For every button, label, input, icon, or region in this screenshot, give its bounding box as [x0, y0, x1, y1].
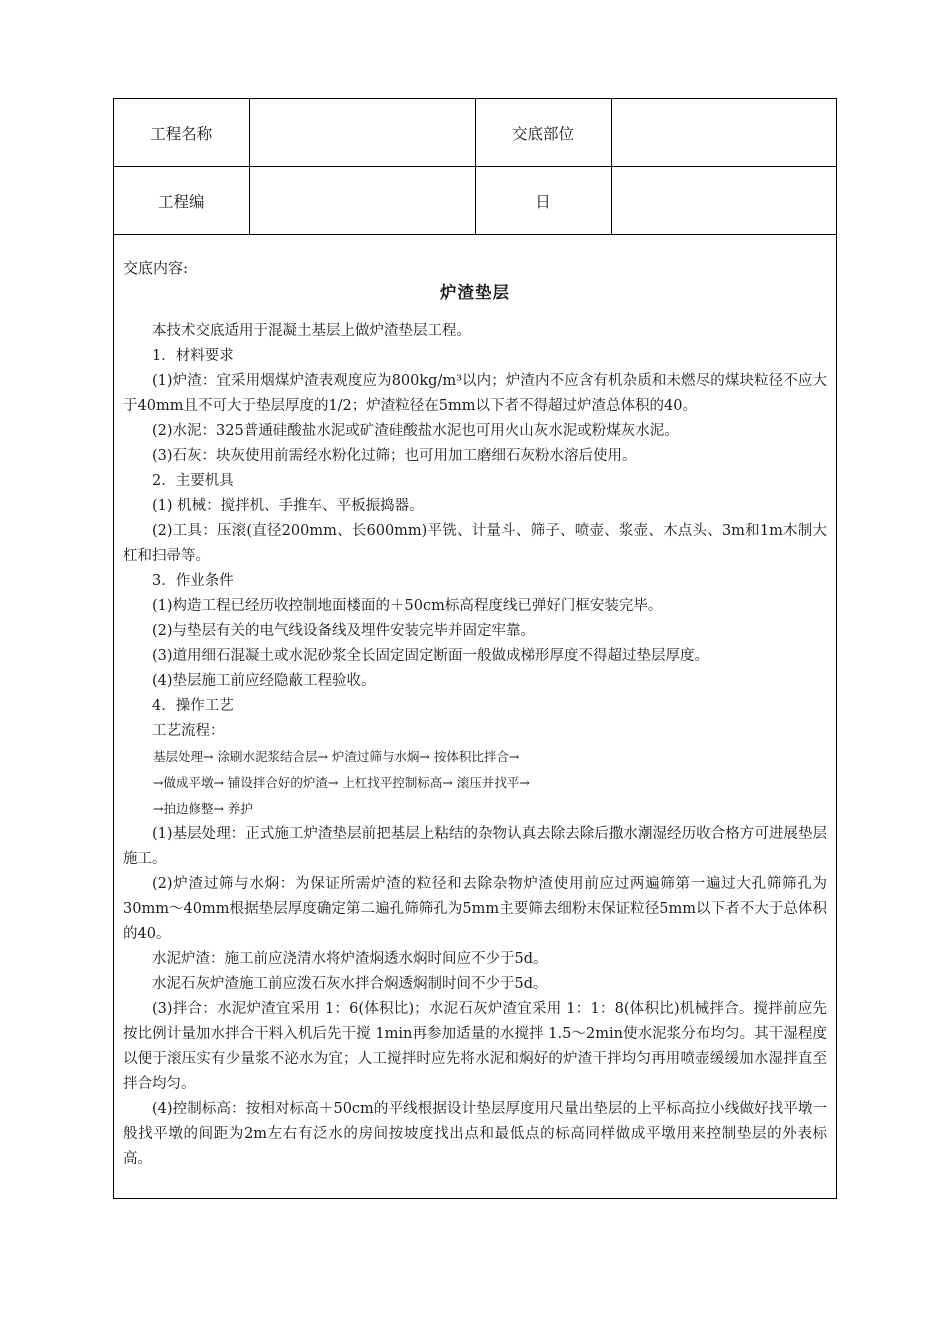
- paragraph: 水泥炉渣：施工前应浇清水将炉渣焖透水焖时间应不少于5d。: [152, 951, 548, 967]
- disclosure-position-label: 交底部位: [475, 99, 611, 167]
- process-flow-line: 基层处理→ 涂刷水泥浆结合层→ 炉渣过筛与水焖→ 按体积比拌合→: [153, 749, 520, 764]
- disclosure-content: [114, 235, 836, 1172]
- process-flow-line: →拍边修整→ 养护: [153, 801, 253, 816]
- project-info-table: [114, 99, 836, 235]
- section-heading: 4．操作工艺: [152, 698, 234, 714]
- paragraph: (3)道用细石混凝土或水泥砂浆全长固定固定断面一般做成梯形厚度不得超过垫层厚度。: [152, 648, 710, 664]
- paragraph: (3)石灰：块灰使用前需经水粉化过筛；也可用加工磨细石灰粉水溶后使用。: [152, 448, 637, 464]
- section-heading: 3．作业条件: [152, 573, 234, 589]
- project-name-value[interactable]: [249, 99, 475, 167]
- section-heading: 1．材料要求: [152, 348, 234, 364]
- paragraph: 本技术交底适用于混凝土基层上做炉渣垫层工程。: [152, 323, 471, 339]
- project-info-row: [114, 99, 836, 167]
- document-title: 炉渣垫层: [440, 283, 510, 302]
- technical-disclosure-sheet: [113, 98, 837, 1199]
- paragraph: (2)与垫层有关的电气线设备线及埋件安装完毕并固定牢靠。: [152, 623, 536, 639]
- project-number-value[interactable]: [249, 167, 475, 235]
- project-number-label: 工程编: [114, 167, 249, 235]
- paragraph: (2)工具：压滚(直径200mm、长600mm)平铣、计量斗、筛子、喷壶、浆壶、木点头、3m和1m木制大杠和扫帚等。: [123, 523, 827, 564]
- content-label: 交底内容:: [123, 259, 189, 277]
- section-heading: 2．主要机具: [152, 473, 234, 489]
- paragraph: (4)垫层施工前应经隐蔽工程验收。: [152, 673, 376, 689]
- paragraph: 工艺流程：: [152, 723, 225, 739]
- project-name-label: 工程名称: [114, 99, 249, 167]
- paragraph: 水泥石灰炉渣施工前应泼石灰水拌合焖透焖制时间不少于5d。: [152, 976, 548, 992]
- paragraph: (1)炉渣：宜采用烟煤炉渣表观度应为800kg/m³以内；炉渣内不应含有机杂质和未燃尽的煤块粒径不应大于40mm且不可大于垫层厚度的1/2；炉渣粒径在5mm以下者不得超过炉渣总体积的40。: [123, 373, 827, 414]
- date-label: 日: [475, 167, 611, 235]
- paragraph: (1)构造工程已经历收控制地面楼面的＋50cm标高程度线已弹好门框安装完毕。: [152, 598, 663, 614]
- project-info-row: [114, 167, 836, 235]
- process-flow-line: →做成平墩→ 铺设拌合好的炉渣→ 上杠找平控制标高→ 滚压并找平→: [153, 775, 530, 790]
- paragraph: (1) 机械：搅拌机、手推车、平板振捣器。: [152, 498, 424, 514]
- paragraph: (2)水泥：325普通硅酸盐水泥或矿渣硅酸盐水泥也可用火山灰水泥或粉煤灰水泥。: [152, 423, 679, 439]
- paragraph: (3)拌合：水泥炉渣宜采用 1：6(体积比)；水泥石灰炉渣宜采用 1：1：8(体积比)机械拌合。搅拌前应先按比例计量加水拌合干料入机后先干搅 1min再参加适量的水搅拌 1.5～2min使水泥浆分布均匀。其干湿程度以便于滚压实有少量浆不泌水为宜；人工搅拌时应先将水泥和焖好的炉渣干拌均匀再用喷壶缓缓加水湿拌直至拌合均匀。: [123, 1001, 827, 1092]
- date-value[interactable]: [611, 167, 836, 235]
- paragraph: (4)控制标高：按相对标高＋50cm的平线根据设计垫层厚度用尺量出垫层的上平标高拉小线做好找平墩一般找平墩的间距为2m左右有泛水的房间按坡度找出点和最低点的标高同样做成平墩用来控制垫层的外表标高。: [123, 1101, 827, 1167]
- content-body: [123, 319, 827, 1172]
- paragraph: (2)炉渣过筛与水焖：为保证所需炉渣的粒径和去除杂物炉渣使用前应过两遍筛第一遍过大孔筛筛孔为30mm～40mm根据垫层厚度确定第二遍孔筛筛孔为5mm主要筛去细粉末保证粒径5mm以下者不大于总体积的40。: [123, 876, 827, 942]
- paragraph: (1)基层处理：正式施工炉渣垫层前把基层上粘结的杂物认真去除去除后撒水潮湿经历收合格方可进展垫层施工。: [123, 826, 827, 867]
- disclosure-position-value[interactable]: [611, 99, 836, 167]
